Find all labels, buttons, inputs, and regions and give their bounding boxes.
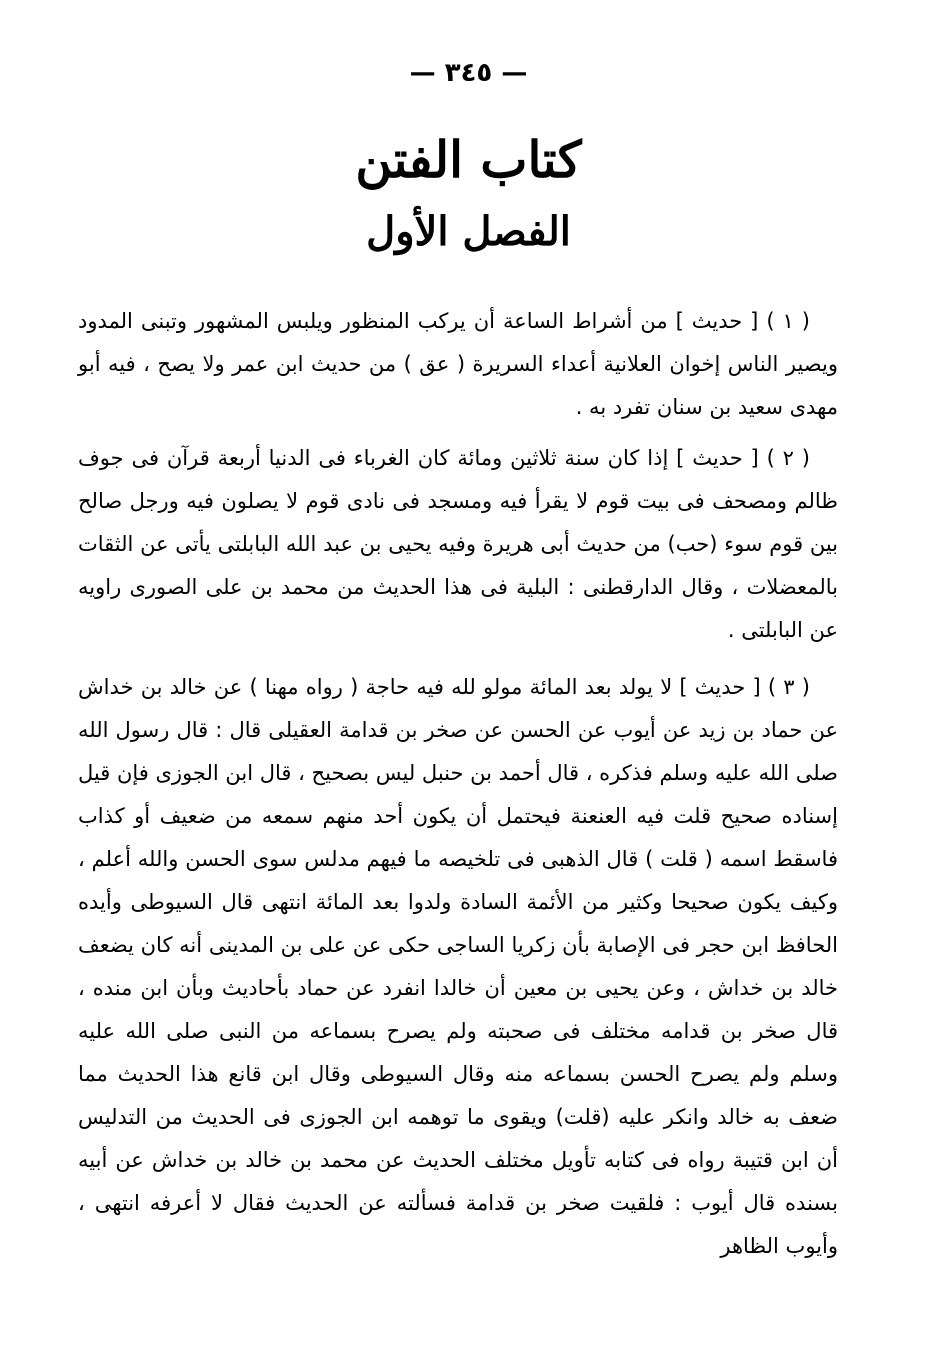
body-text — [78, 300, 838, 1268]
chapter-title: الفصل الأول — [366, 208, 571, 255]
hadith-paragraph: ( ٣ ) [ حديث ] لا يولد بعد المائة مولو لله فيه حاجة ( رواه مهنا ) عن خالد بن خداش عن حماد بن زيد عن أيوب عن الحسن عن صخر بن قدامة العقيلى قال : قال رسول الله صلى الله عليه وسلم فذكره ، قال أحمد بن حنبل ليس بصحيح ، قال ابن الجوزى فإن قيل إسناده صحيح قلت فيه العنعنة فيحتمل أن يكون أحد منهم سمعه من ضعيف أو كذاب فاسقط اسمه ( قلت ) قال الذهبى فى تلخيصه ما فيهم مدلس سوى الحسن والله أعلم ، وكيف يكون صحيحا وكثير من الأئمة السادة ولدوا بعد المائة انتهى قال السيوطى وأيده الحافظ ابن حجر فى الإصابة بأن زكريا الساجى حكى عن على بن المدينى أنه كان يضعف خالد بن خداش ، وعن يحيى بن معين أن خالدا انفرد عن حماد بأحاديث وبأن ابن منده ، قال صخر بن قدامه مختلف فى صحبته ولم يصرح بسماعه من النبى صلى الله عليه وسلم ولم يصرح الحسن بسماعه منه وقال السيوطى وقال ابن قانع هذا الحديث مما ضعف به خالد وانكر عليه (قلت) ويقوى ما توهمه ابن الجوزى فى الحديث من التدليس أن ابن قتيبة رواه فى كتابه تأويل مختلف الحديث عن محمد بن خالد بن خداش عن أبيه بسنده قال أيوب : فلقيت صخر بن قدامة فسألته عن الحديث فقال لا أعرفه انتهى ، وأيوب الظاهر — [78, 675, 838, 1258]
page-number: — ٣٤٥ — — [409, 58, 528, 88]
hadith-paragraph: ( ١ ) [ حديث ] من أشراط الساعة أن يركب المنظور ويلبس المشهور وتبنى المدود ويصير الناس إخوان العلانية أعداء السريرة ( عق ) من حديث ابن عمر ولا يصح ، فيه أبو مهدى سعيد بن سنان تفرد به . — [78, 309, 838, 419]
hadith-paragraph: ( ٢ ) [ حديث ] إذا كان سنة ثلاثين ومائة كان الغرباء فى الدنيا أربعة قرآن فى جوف ظالم ومصحف فى بيت قوم لا يقرأ فيه ومسجد فى نادى قوم لا يصلون فيه ورجل صالح بين قوم سوء (حب) من حديث أبى هريرة وفيه يحيى بن عبد الله البابلتى يأتى عن الثقات بالمعضلات ، وقال الدارقطنى : البلية فى هذا الحديث من محمد بن على الصورى راويه عن البابلتى . — [78, 446, 838, 642]
book-title: كتاب الفتن — [355, 130, 582, 189]
